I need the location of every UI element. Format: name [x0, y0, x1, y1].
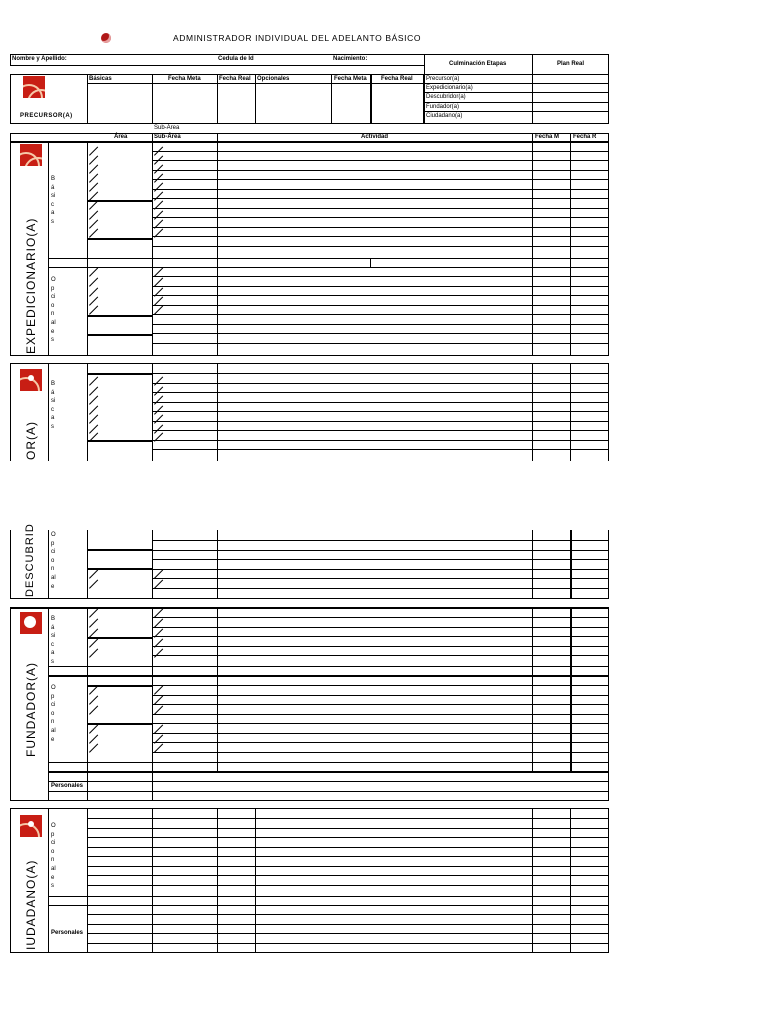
- table-row: [87, 914, 609, 915]
- table-row: [152, 655, 609, 656]
- table-row: [87, 837, 609, 838]
- table-row: [48, 781, 609, 782]
- col-sub-area: Sub-Área: [154, 134, 181, 140]
- etapa-expedicionario: Expedicionario(a): [426, 85, 473, 91]
- table-row: [152, 227, 609, 228]
- table-row: [152, 246, 609, 247]
- table-row: [152, 646, 609, 647]
- table-row: [87, 875, 609, 876]
- descubridor-opcionale-label: Opcionale: [51, 532, 56, 590]
- col-fecha-r: Fecha R: [573, 134, 597, 140]
- table-row: [87, 856, 609, 857]
- ciudadano-logo-icon: [20, 815, 42, 837]
- col-actividad: Actividad: [361, 134, 389, 140]
- table-row: [152, 559, 609, 560]
- table-row: [87, 933, 609, 934]
- table-row: [87, 943, 609, 944]
- table-row: [152, 540, 609, 541]
- table-row: [152, 440, 609, 441]
- table-row: [152, 276, 609, 277]
- table-row: [152, 578, 609, 579]
- table-row: [152, 333, 609, 334]
- table-row: [152, 742, 609, 743]
- table-row: [152, 179, 609, 180]
- table-row: [152, 373, 609, 374]
- table-row: [152, 343, 609, 344]
- col-fecha-real: Fecha Real: [219, 76, 251, 82]
- table-row: [152, 704, 609, 705]
- page-title: ADMINISTRADOR INDIVIDUAL DEL ADELANTO BÁSICO: [173, 33, 422, 43]
- col-fecha-meta-2: Fecha Meta: [334, 76, 367, 82]
- table-row: [87, 818, 609, 819]
- table-row: [152, 198, 609, 199]
- table-row: [152, 324, 609, 325]
- expedicionario-basicas-label: Básicas: [51, 176, 56, 225]
- table-row: [152, 430, 609, 431]
- emblem-icon: [101, 33, 111, 43]
- cedula-label: Cedula de Id: [218, 56, 254, 62]
- table-row: [152, 236, 609, 237]
- table-row: [87, 866, 609, 867]
- table-row: [152, 151, 609, 152]
- table-row: [152, 617, 609, 618]
- table-row: [152, 636, 609, 637]
- nombre-label: Nombre y Apellido:: [12, 56, 67, 62]
- plan-real-label: Plan Real: [557, 61, 585, 67]
- expedicionario-label: EXPEDICIONARIO(A): [24, 217, 38, 354]
- table-row: [152, 723, 609, 724]
- descubridor-basicas-label: Básicas: [51, 381, 56, 430]
- precursor-label: PRECURSOR(A): [20, 113, 73, 119]
- col-opcionales: Opcionales: [257, 76, 290, 82]
- table-row: [152, 314, 609, 315]
- table-row: [152, 421, 609, 422]
- table-row: [152, 550, 609, 551]
- col-area: Área: [114, 134, 128, 140]
- table-row: [87, 885, 609, 886]
- sub-area-top-label: Sub-Área: [154, 125, 180, 131]
- fundador-basicas-label: Básicas: [51, 616, 56, 665]
- fundador-label: FUNDADOR(A): [24, 662, 38, 757]
- table-row: [152, 449, 609, 450]
- table-row: [87, 924, 609, 925]
- descubridor-section-top: [10, 363, 609, 461]
- ciudadano-section: [10, 808, 609, 953]
- table-row: [152, 189, 609, 190]
- table-row: [152, 295, 609, 296]
- descubridor-top-label: OR(A): [24, 421, 38, 460]
- table-row: [152, 305, 609, 306]
- table-row: [152, 627, 609, 628]
- table-row: [48, 791, 609, 792]
- table-row: [152, 217, 609, 218]
- culminacion-label: Culminación Etapas: [449, 61, 507, 67]
- table-row: [152, 695, 609, 696]
- etapa-fundador: Fundador(a): [426, 104, 460, 110]
- table-row: [152, 286, 609, 287]
- table-row: [152, 208, 609, 209]
- expedicionario-opcionales-label: Opcionales: [51, 277, 56, 344]
- ciudadano-label: IUDADANO(A): [24, 859, 38, 950]
- col-fecha-real-2: Fecha Real: [381, 76, 413, 82]
- col-fecha-meta: Fecha Meta: [168, 76, 201, 82]
- table-row: [87, 828, 609, 829]
- etapa-descubridor: Descubridor(a): [426, 94, 466, 100]
- table-row: [87, 847, 609, 848]
- expedicionario-logo-icon: [20, 144, 42, 166]
- col-basicas: Básicas: [89, 76, 112, 82]
- table-row: [152, 752, 609, 753]
- table-row: [152, 411, 609, 412]
- etapa-precursor: Precursor(a): [426, 76, 460, 82]
- descubridor-logo-icon: [20, 369, 42, 391]
- precursor-logo-icon: [23, 76, 45, 98]
- ciudadano-personales-label: Personales: [51, 930, 84, 936]
- col-fecha-m: Fecha M: [535, 134, 560, 140]
- table-row: [152, 685, 609, 686]
- nacimiento-label: Nacimiento:: [333, 56, 368, 62]
- table-row: [152, 569, 609, 570]
- table-row: [152, 383, 609, 384]
- fundador-personales-label: Personales: [51, 783, 84, 789]
- table-row: [152, 588, 609, 589]
- ciudadano-opcionales-label: Opcionales: [51, 823, 56, 890]
- table-row: [152, 160, 609, 161]
- table-row: [152, 392, 609, 393]
- table-row: [152, 714, 609, 715]
- table-row: [152, 402, 609, 403]
- fundador-logo-icon: [20, 612, 42, 634]
- etapa-ciudadano: Ciudadano(a): [426, 113, 463, 119]
- descubridor-bottom-label: DESCUBRID: [24, 523, 36, 597]
- fundador-opcionale-label: Opcionale: [51, 685, 56, 743]
- activity-table-header: [10, 133, 609, 142]
- table-row: [152, 170, 609, 171]
- table-row: [152, 733, 609, 734]
